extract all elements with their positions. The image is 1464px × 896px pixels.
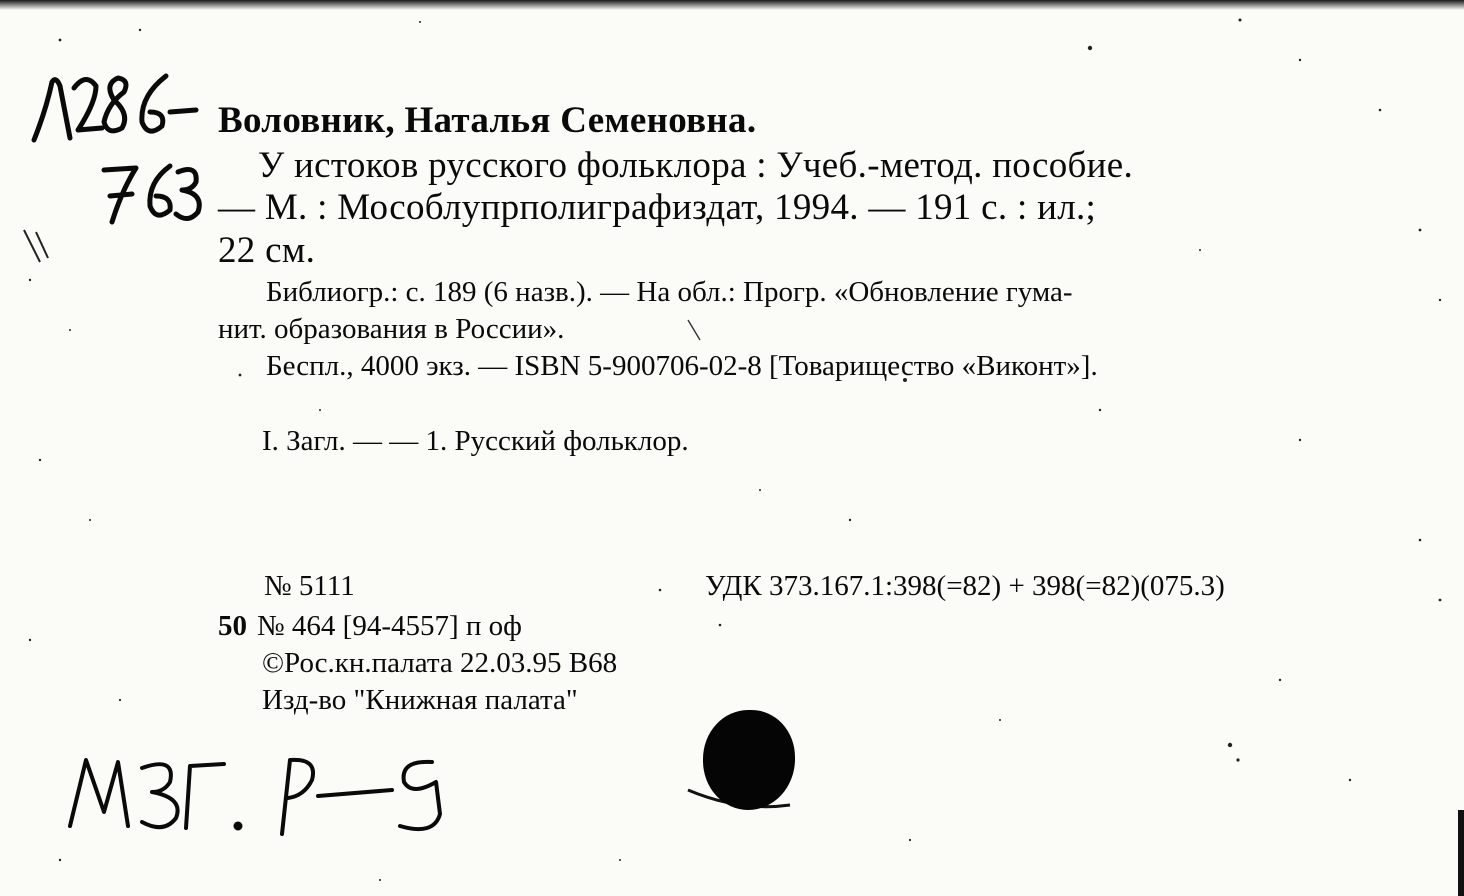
dimensions-line: 22 см. (218, 230, 316, 271)
card-number: № 5111 (264, 570, 355, 602)
price-prefix: 50 (218, 610, 247, 642)
isbn-line: Беспл., 4000 экз. — ISBN 5-900706-02-8 [Товарищество «Виконт»]. (266, 350, 1098, 382)
title-line: У истоков русского фольклора : Учеб.-метод. пособие. (258, 145, 1134, 186)
bibliography-note-cont: нит. образования в России». (218, 313, 565, 345)
copyright-line: ©Рос.кн.палата 22.03.95 В68 (262, 647, 618, 679)
bibliography-note: Библиогр.: с. 189 (6 назв.). — На обл.: Прогр. «Обновление гума- (266, 276, 1073, 308)
udc-code: УДК 373.167.1:398(=82) + 398(=82)(075.3) (705, 570, 1225, 602)
subject-headings: I. Загл. — — 1. Русский фольклор. (262, 425, 689, 457)
author-line: Воловник, Наталья Семеновна. (218, 100, 757, 141)
punch-hole (703, 710, 795, 810)
record-number: № 464 [94-4557] п оф (257, 610, 522, 642)
publisher-line: Изд-во "Книжная палата" (262, 684, 578, 716)
imprint-line: — М. : Мособлупрполиграфиздат, 1994. — 191 с. : ил.; (218, 187, 1097, 228)
